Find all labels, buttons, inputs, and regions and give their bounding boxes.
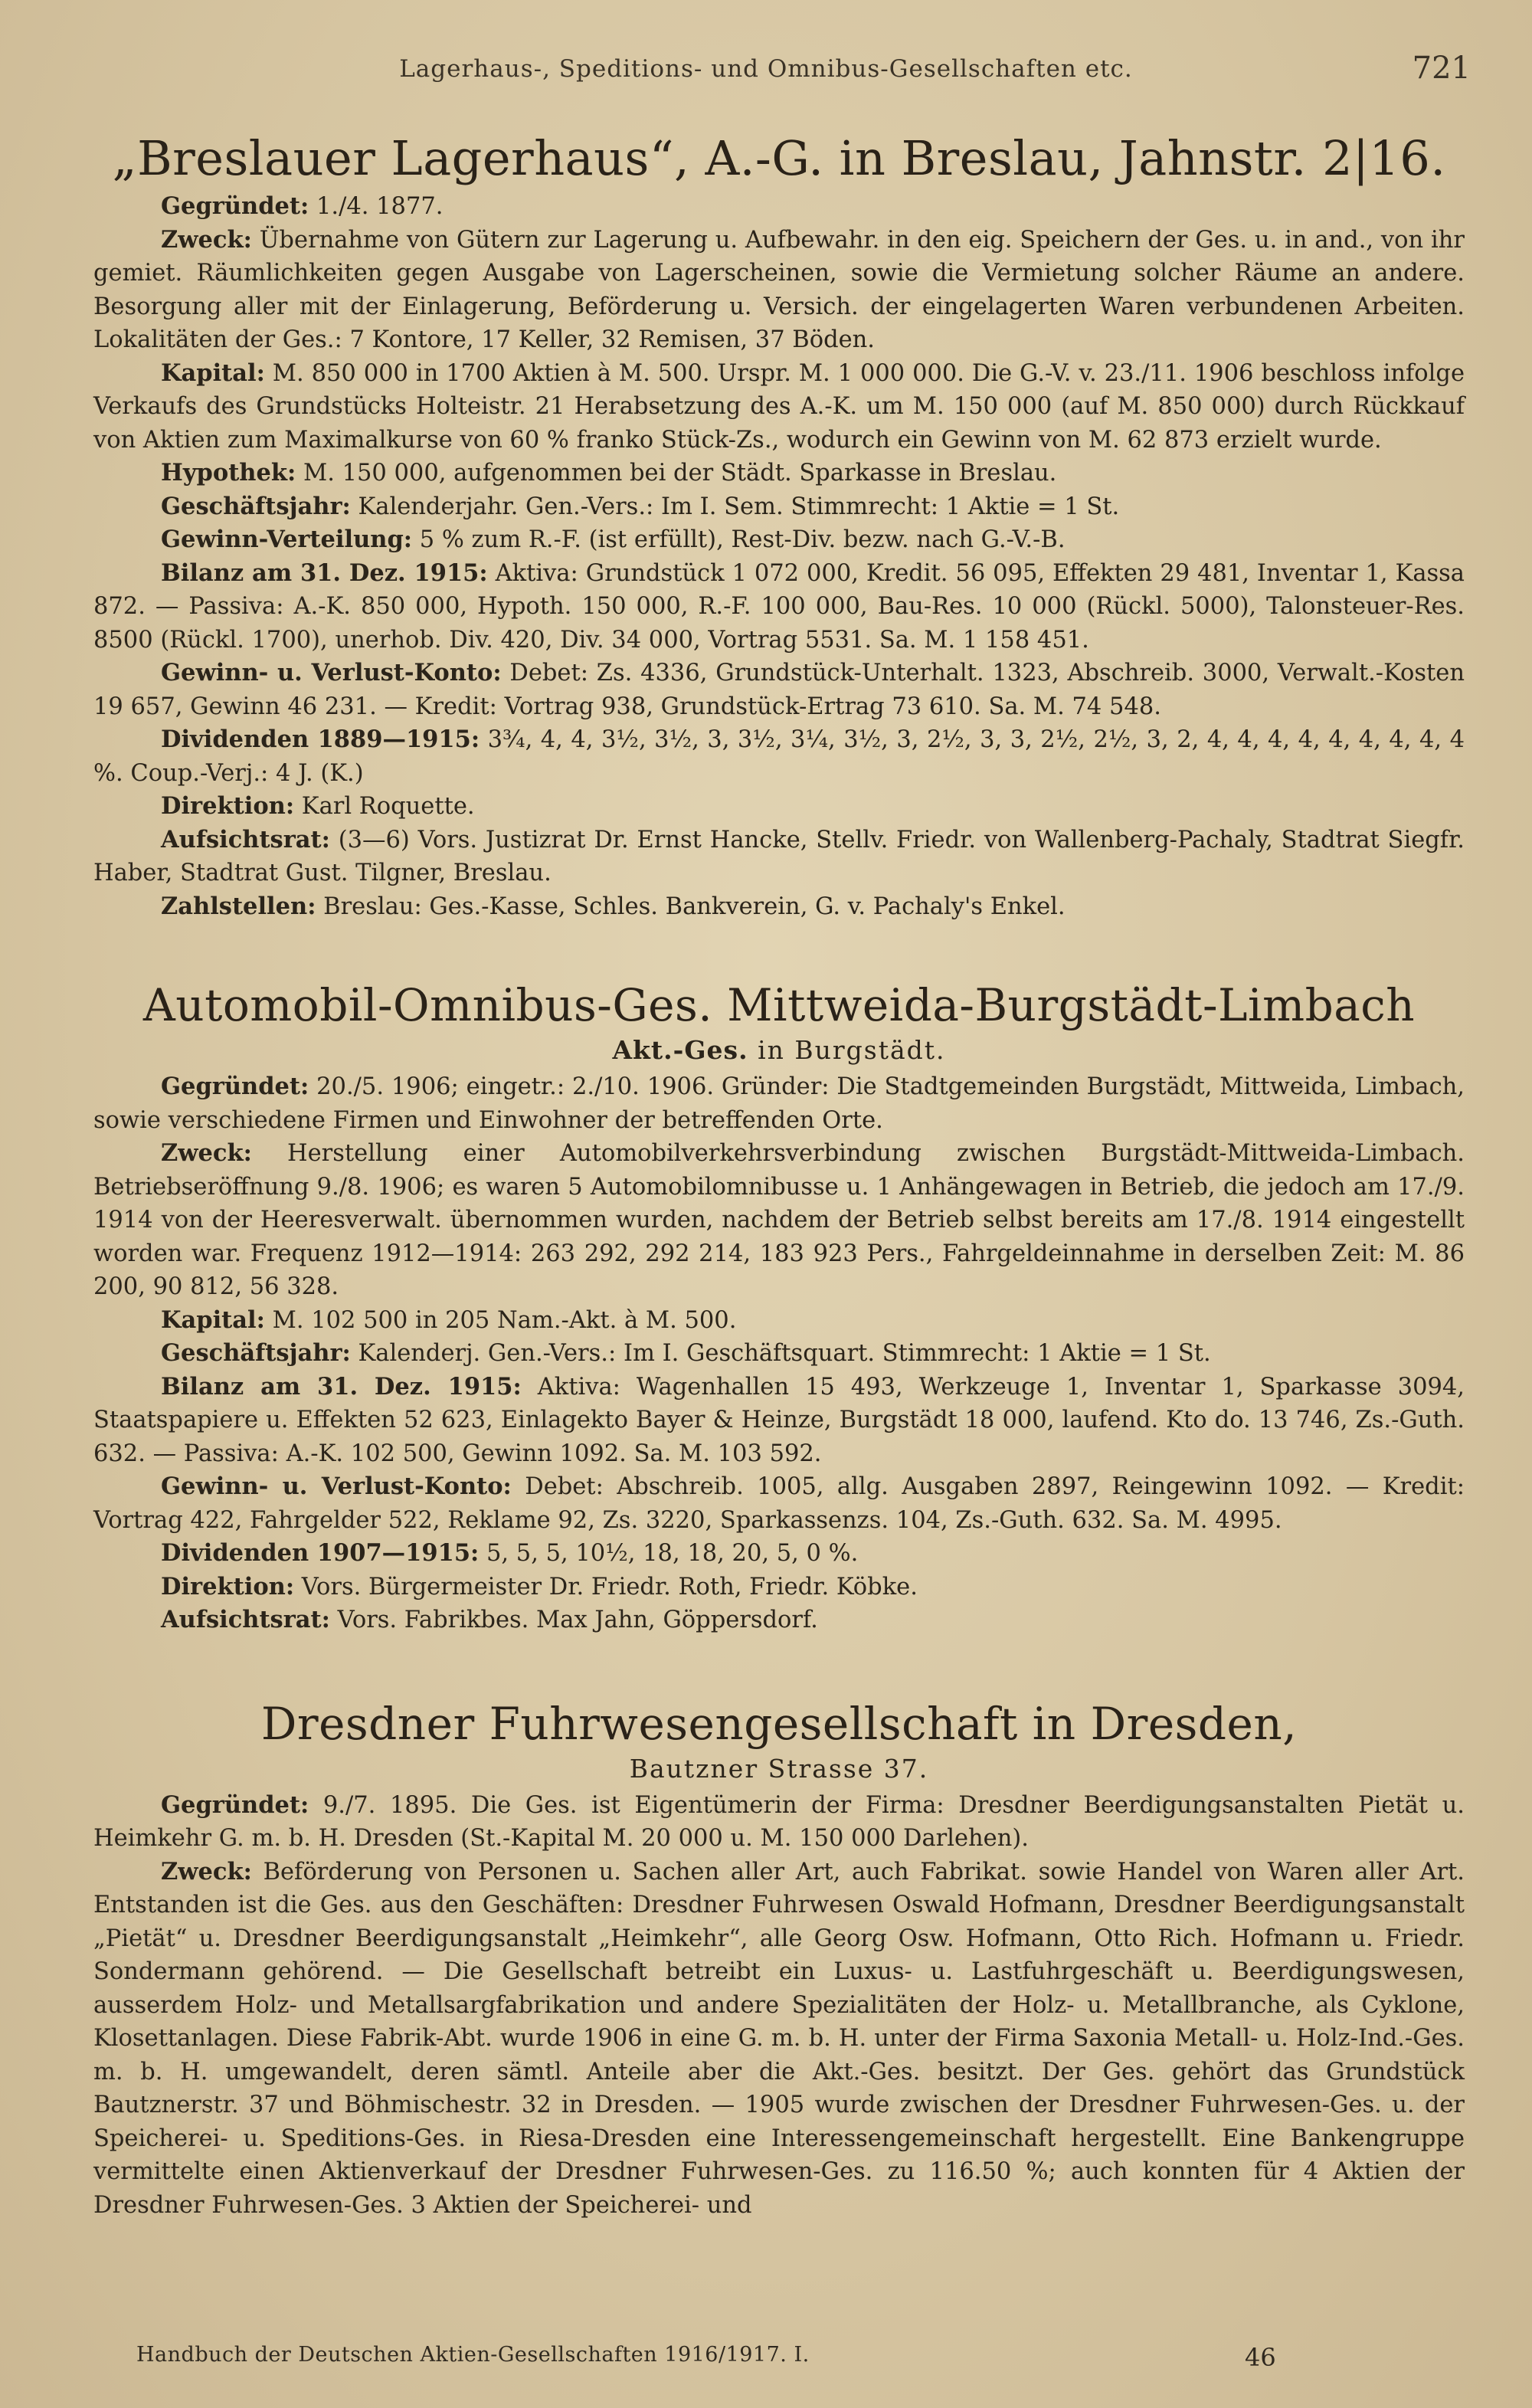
- entry-text: Breslau: Ges.-Kasse, Schles. Bankverein, G. v. Pachaly's Enkel.: [316, 893, 1066, 920]
- entry-text: 9./7. 1895. Die Ges. ist Eigentümerin der Firma: Dresdner Beerdigungsanstalten Pietät u. Heimkehr G. m. b. H. Dresden (St.-Kapital M. 20 000 u. M. 150 000 Darlehen).: [93, 1791, 1465, 1852]
- entry-text: Übernahme von Gütern zur Lagerung u. Aufbewahr. in den eig. Speichern der Ges. u. in and., von ihr gemiet. Räumlichkeiten gegen Ausgabe von Lagerscheinen, sowie die Vermietung solcher Räume an andere. Besorgung aller mit der Einlagerung, Beförderung u. Versich. der eingelagerten Waren verbundenen Arbeiten. Lokalitäten der Ges.: 7 Kontore, 17 Keller, 32 Remisen, 37 Böden.: [93, 226, 1465, 353]
- entry-bilanz: [93, 557, 1465, 657]
- entry-dividenden: [93, 1537, 1465, 1571]
- entry-label: Direktion:: [161, 1572, 295, 1600]
- entry-zweck: [93, 224, 1465, 357]
- entry-direktion: [93, 1571, 1465, 1604]
- entry-label: Gewinn- u. Verlust-Konto:: [161, 659, 502, 686]
- entry-zahlstellen: [93, 890, 1465, 924]
- entry-text: Vors. Fabrikbes. Max Jahn, Göppersdorf.: [329, 1607, 818, 1633]
- entry-label: Gegründet:: [161, 1790, 309, 1819]
- subtitle-rest: Bautzner Strasse 37.: [629, 1753, 929, 1784]
- section-automobil-omnibus: [93, 978, 1465, 1637]
- section-title: Dresdner Fuhrwesengesellschaft in Dresden,: [260, 1697, 1298, 1750]
- entry-label: Gewinn- u. Verlust-Konto:: [161, 1473, 512, 1500]
- page-footer: [0, 2343, 1532, 2374]
- entry-dividenden: [93, 723, 1465, 790]
- entry-text: M. 150 000, aufgenommen bei der Städt. Sparkasse in Breslau.: [296, 460, 1057, 487]
- entry-text: Aktiva: Wagenhallen 15 493, Werkzeuge 1, Inventar 1, Sparkasse 3094, Staatspapiere u. Effekten 52 623, Einlagekto Bayer & Heinze, Burgstädt 18 000, laufend. Kto do. 13 746, Zs.-Guth. 632. — Passiva: A.-K. 102 500, Gewinn 1092. Sa. M. 103 592.: [93, 1373, 1465, 1467]
- entry-text: M. 102 500 in 205 Nam.-Akt. à M. 500.: [264, 1306, 737, 1334]
- entry-text: (3—6) Vors. Justizrat Dr. Ernst Hancke, Stellv. Friedr. von Wallenberg-Pachaly, Stadtrat Siegfr. Haber, Stadtrat Gust. Tilgner, Breslau.: [93, 826, 1465, 886]
- entry-gegruendet: [93, 190, 1465, 224]
- entry-zweck: [93, 1137, 1465, 1304]
- entry-label: Gewinn-Verteilung:: [161, 526, 413, 553]
- entry-label: Hypothek:: [161, 459, 296, 487]
- footer-text: Handbuch der Deutschen Aktien-Gesellschaften 1916/1917. I.: [136, 2343, 810, 2367]
- entry-text: Karl Roquette.: [294, 793, 475, 820]
- section-title: „Breslauer Lagerhaus“, A.-G. in Breslau, Jahnstr. 2|16.: [112, 130, 1446, 186]
- entry-label: Kapital:: [161, 359, 265, 387]
- entry-text: Debet: Zs. 4336, Grundstück-Unterhalt. 1323, Abschreib. 3000, Verwalt.-Kosten 19 657, Gewinn 46 231. — Kredit: Vortrag 938, Grundstück-Ertrag 73 610. Sa. M. 74 548.: [93, 660, 1465, 720]
- entry-label: Geschäftsjahr:: [161, 1339, 351, 1367]
- entry-gegruendet: [93, 1789, 1465, 1856]
- entry-label: Zweck:: [161, 1857, 252, 1885]
- entry-text: Aktiva: Grundstück 1 072 000, Kredit. 56 095, Effekten 29 481, Inventar 1, Kassa 872. — Passiva: A.-K. 850 000, Hypoth. 150 000, R.-F. 100 000, Bau-Res. 10 000 (Rückl. 5000), Talonsteuer-Res. 8500 (Rückl. 1700), unerhob. Div. 420, Div. 34 000, Vortrag 5531. Sa. M. 1 158 451.: [93, 559, 1465, 654]
- entry-text: 20./5. 1906; eingetr.: 2./10. 1906. Gründer: Die Stadtgemeinden Burgstädt, Mittweida, Limbach, sowie verschiedene Firmen und Einwohner der betreffenden Orte.: [93, 1073, 1465, 1134]
- entry-hypothek: [93, 457, 1465, 490]
- entry-gegruendet: [93, 1070, 1465, 1137]
- section-subtitle: [93, 1754, 1465, 1784]
- subtitle-rest: in Burgstädt.: [748, 1035, 946, 1065]
- subtitle-bold: Akt.-Ges.: [612, 1035, 748, 1065]
- entry-label: Gegründet:: [161, 192, 309, 220]
- signature-mark: 46: [1245, 2343, 1276, 2372]
- entry-aufsichtsrat: [93, 1604, 1465, 1637]
- entry-text: Herstellung einer Automobilverkehrsverbindung zwischen Burgstädt-Mittweida-Limbach. Betriebseröffnung 9./8. 1906; es waren 5 Automobilomnibusse u. 1 Anhängewagen in Betrieb, die jedoch am 17./9. 1914 von der Heeresverwalt. übernommen wurden, nachdem der Betrieb selbst bereits am 17./8. 1914 eingestellt worden war. Frequenz 1912—1914: 263 292, 292 214, 183 923 Pers., Fahrgeldeinnahme in derselben Zeit: M. 86 200, 90 812, 56 328.: [93, 1140, 1465, 1300]
- entry-text: 3¾, 4, 4, 3½, 3½, 3, 3½, 3¼, 3½, 3, 2½, 3, 3, 2½, 2½, 3, 2, 4, 4, 4, 4, 4, 4, 4, 4, 4 %. Coup.-Verj.: 4 J. (K.): [93, 726, 1465, 787]
- entry-label: Zweck:: [161, 225, 252, 254]
- entry-label: Bilanz am 31. Dez. 1915:: [161, 559, 488, 587]
- entry-label: Direktion:: [161, 792, 295, 820]
- entry-label: Zahlstellen:: [161, 892, 316, 920]
- entry-text: M. 850 000 in 1700 Aktien à M. 500. Urspr. M. 1 000 000. Die G.-V. v. 23./11. 1906 beschloss infolge Verkaufs des Grundstücks Holteistr. 21 Herabsetzung des A.-K. um M. 150 000 (auf M. 850 000) durch Rückkauf von Aktien zum Maximalkurse von 60 % franko Stück-Zs., wodurch ein Gewinn von M. 62 873 erzielt wurde.: [93, 359, 1465, 454]
- entry-direktion: [93, 790, 1465, 824]
- entry-text: Debet: Abschreib. 1005, allg. Ausgaben 2897, Reingewinn 1092. — Kredit: Vortrag 422, Fahrgelder 522, Reklame 92, Zs. 3220, Sparkassenzs. 104, Zs.-Guth. 632. Sa. M. 4995.: [93, 1473, 1465, 1534]
- section-dresdner-fuhrwesen: [93, 1697, 1465, 2223]
- entry-gewinn-verlust: [93, 657, 1465, 723]
- entry-text: 1./4. 1877.: [309, 193, 444, 220]
- entry-label: Bilanz am 31. Dez. 1915:: [161, 1372, 522, 1401]
- page-number: 721: [1412, 51, 1471, 86]
- entry-geschaeftsjahr: [93, 1337, 1465, 1371]
- running-head: [0, 51, 1532, 86]
- entry-text: Kalenderjahr. Gen.-Vers.: Im I. Sem. Stimmrecht: 1 Aktie = 1 St.: [350, 493, 1120, 520]
- entry-gewinn-verlust: [93, 1470, 1465, 1537]
- entry-label: Dividenden 1907—1915:: [161, 1539, 480, 1567]
- section-title: Automobil-Omnibus-Ges. Mittweida-Burgstädt-Limbach: [142, 979, 1416, 1031]
- entry-label: Geschäftsjahr:: [161, 492, 351, 520]
- entry-label: Dividenden 1889—1915:: [161, 726, 480, 753]
- entry-geschaeftsjahr: [93, 490, 1465, 524]
- entry-text: Beförderung von Personen u. Sachen aller Art, auch Fabrikat. sowie Handel von Waren aller Art. Entstanden ist die Ges. aus den Geschäften: Dresdner Fuhrwesen Oswald Hofmann, Dresdner Beerdigungsanstalt „Pietät“ u. Dresdner Beerdigungsanstalt „Heimkehr“, alle Georg Osw. Hofmann, Otto Rich. Hofmann u. Friedr. Sondermann gehörend. — Die Gesellschaft betreibt ein Luxus- u. Lastfuhrgeschäft u. Beerdigungswesen, ausserdem Holz- und Metallsargfabrikation und andere Spezialitäten der Holz- u. Metallbranche, als Cyklone, Klosettanlagen. Diese Fabrik-Abt. wurde 1906 in eine G. m. b. H. unter der Firma Saxonia Metall- u. Holz-Ind.-Ges. m. b. H. umgewandelt, deren sämtl. Anteile aber die Akt.-Ges. besitzt. Der Ges. gehört das Grundstück Bautznerstr. 37 und Böhmischestr. 32 in Dresden. — 1905 wurde zwischen der Dresdner Fuhrwesen-Ges. u. der Speicherei- u. Speditions-Ges. in Riesa-Dresden eine Interessengemeinschaft hergestellt. Eine Bankengruppe vermittelte einen Aktienverkauf der Dresdner Fuhrwesen-Ges. zu 116.50 %; auch konnten für 4 Aktien der Dresdner Fuhrwesen-Ges. 3 Aktien der Speicherei- und: [93, 1858, 1465, 2219]
- text-column: [93, 130, 1465, 2222]
- entry-gewinn-verteilung: [93, 523, 1465, 557]
- entry-label: Kapital:: [161, 1306, 265, 1334]
- entry-aufsichtsrat: [93, 824, 1465, 890]
- running-title: Lagerhaus-, Speditions- und Omnibus-Gesellschaften etc.: [399, 55, 1133, 83]
- entry-text: Kalenderj. Gen.-Vers.: Im I. Geschäftsquart. Stimmrecht: 1 Aktie = 1 St.: [350, 1340, 1211, 1367]
- entry-zweck: [93, 1856, 1465, 2223]
- entry-label: Gegründet:: [161, 1073, 309, 1100]
- entry-text: 5, 5, 5, 10½, 18, 18, 20, 5, 0 %.: [479, 1540, 859, 1567]
- entry-bilanz: [93, 1371, 1465, 1471]
- section-subtitle: [93, 1035, 1465, 1066]
- entry-text: 5 % zum R.-F. (ist erfüllt), Rest-Div. bezw. nach G.-V.-B.: [412, 526, 1066, 553]
- section-breslauer-lagerhaus: [93, 130, 1465, 923]
- entry-kapital: [93, 357, 1465, 457]
- entry-label: Aufsichtsrat:: [161, 825, 330, 853]
- entry-label: Aufsichtsrat:: [161, 1606, 330, 1633]
- entry-text: Vors. Bürgermeister Dr. Friedr. Roth, Friedr. Köbke.: [294, 1573, 918, 1600]
- entry-label: Zweck:: [161, 1139, 252, 1167]
- entry-kapital: [93, 1304, 1465, 1338]
